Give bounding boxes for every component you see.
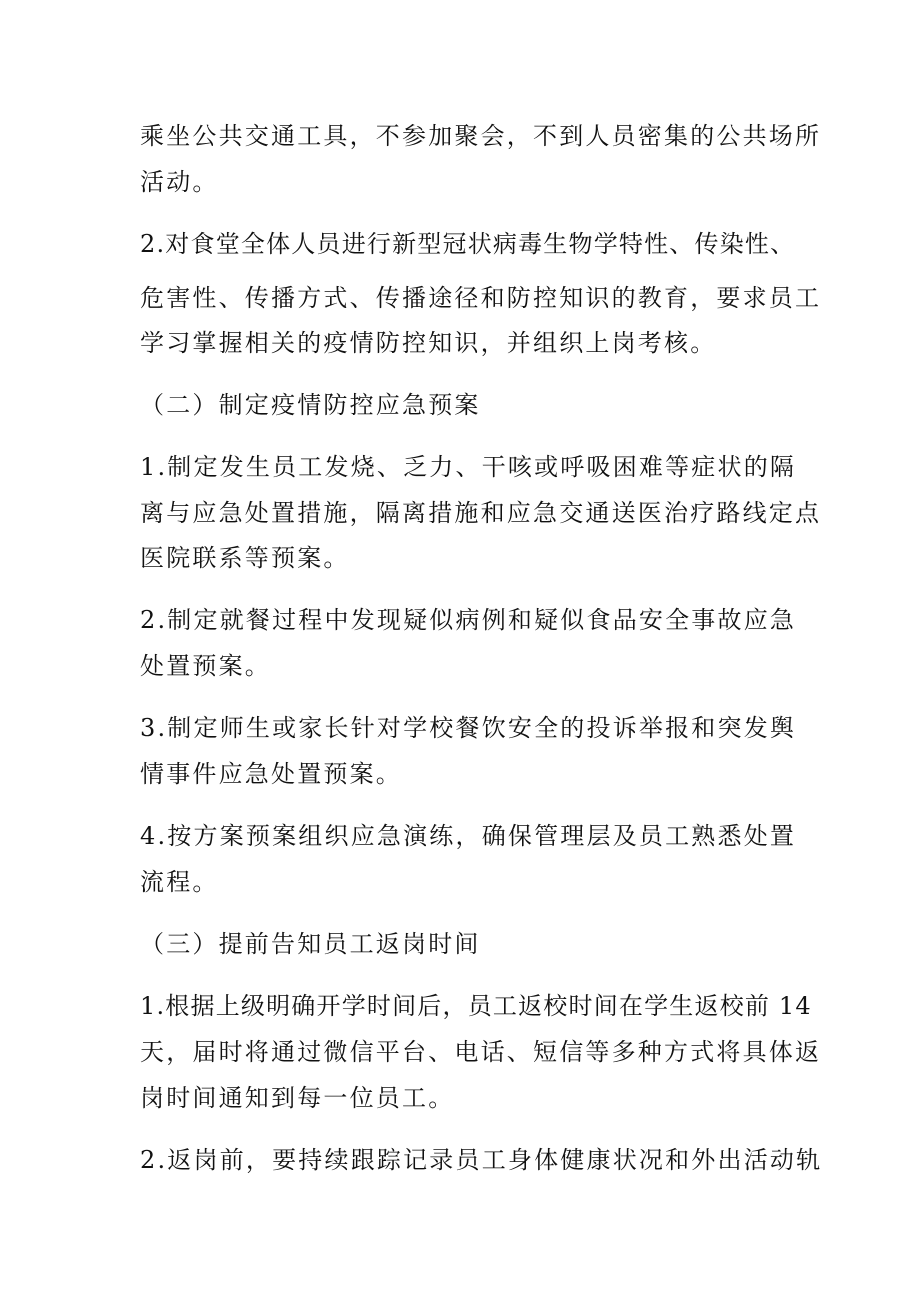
text-line: 2.制定就餐过程中发现疑似病例和疑似食品安全事故应急 (140, 606, 797, 634)
text-line: 离与应急处置措施，隔离措施和应急交通送医治疗路线定点 (140, 499, 822, 527)
text-line: 1.根据上级明确开学时间后，员工返校时间在学生返校前 14 (140, 992, 812, 1020)
text-line: 学习掌握相关的疫情防控知识，并组织上岗考核。 (140, 329, 717, 357)
text-line: 2.返岗前，要持续跟踪记录员工身体健康状况和外出活动轨 (140, 1146, 823, 1174)
text-line: 流程。 (140, 868, 219, 896)
text-line: 医院联系等预案。 (140, 544, 350, 572)
text-line: 岗时间通知到每一位员工。 (140, 1084, 455, 1112)
text-line: 天，届时将通过微信平台、电话、短信等多种方式将具体返 (140, 1038, 822, 1066)
section-heading: （二）制定疫情防控应急预案 (140, 391, 481, 419)
text-line: 1.制定发生员工发烧、乏力、干咳或呼吸困难等症状的隔 (140, 453, 797, 481)
text-line: 3.制定师生或家长针对学校餐饮安全的投诉举报和突发舆 (140, 714, 797, 742)
section-heading: （三）提前告知员工返岗时间 (140, 930, 481, 958)
text-line: 活动。 (140, 168, 219, 196)
text-line: 情事件应急处置预案。 (140, 760, 402, 788)
text-line: 乘坐公共交通工具，不参加聚会，不到人员密集的公共场所 (140, 122, 822, 150)
text-line: 4.按方案预案组织应急演练，确保管理层及员工熟悉处置 (140, 822, 797, 850)
text-line: 危害性、传播方式、传播途径和防控知识的教育，要求员工 (140, 284, 822, 312)
text-line: 处置预案。 (140, 652, 271, 680)
text-line: 2.对食堂全体人员进行新型冠状病毒生物学特性、传染性、 (140, 230, 796, 258)
